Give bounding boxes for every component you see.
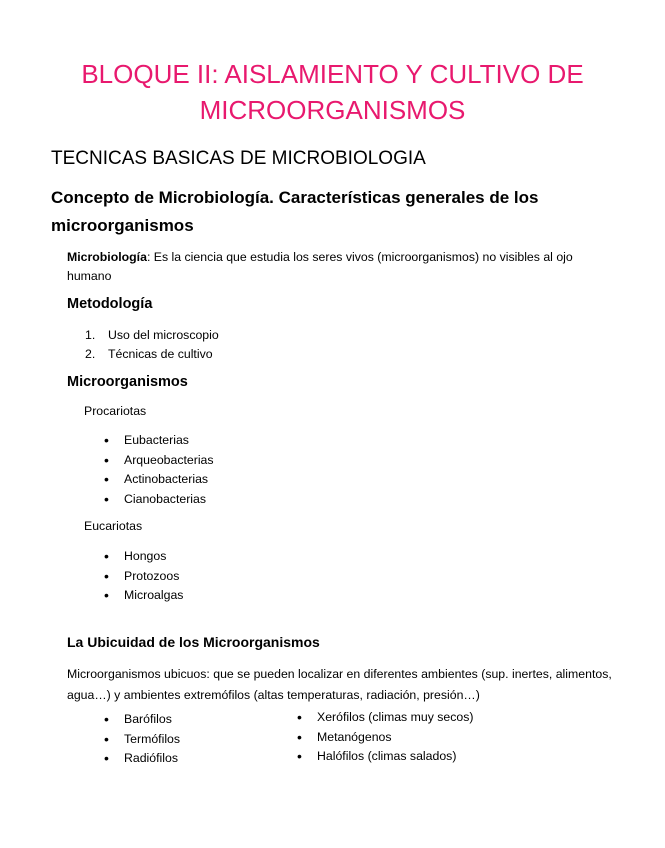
bullet-icon: • [104, 548, 109, 564]
list-item [85, 326, 219, 345]
ubicuidad-list-right [297, 708, 473, 767]
procariotas-label: Procariotas [84, 404, 147, 418]
list-item-text: Metanógenos [317, 729, 392, 744]
bullet-icon: • [104, 471, 109, 487]
bullet-icon: • [104, 490, 109, 507]
list-item [104, 547, 183, 567]
bullet-icon: • [297, 728, 302, 745]
definition-term: Microbiología [67, 250, 147, 264]
subsection-heading: Concepto de Microbiología. Características generales de los microorganismos [51, 188, 539, 235]
bullet-icon: • [104, 432, 109, 448]
list-item-text: Radiófilos [124, 751, 178, 765]
list-item-text: Uso del microscopio [108, 328, 219, 342]
ubicuidad-heading: La Ubicuidad de los Microorganismos [67, 634, 320, 650]
list-item [297, 747, 473, 767]
list-item [104, 490, 214, 510]
definition-text: : Es la ciencia que estudia los seres vivos (microorganismos) no visibles al ojo humano [67, 250, 573, 283]
bullet-icon: • [104, 711, 109, 727]
list-item-text: Eubacterias [124, 433, 189, 447]
list-item [104, 710, 180, 730]
page-title: BLOQUE II: AISLAMIENTO Y CULTIVO DE MICROORGANISMOS [81, 59, 584, 125]
list-item [297, 728, 473, 748]
metodologia-list [85, 326, 219, 364]
list-item [104, 431, 214, 451]
list-item-text: Cianobacterias [124, 491, 207, 506]
list-item [104, 470, 214, 490]
microorganismos-heading: Microorganismos [67, 374, 188, 390]
list-item [297, 708, 473, 728]
procariotas-list [104, 431, 214, 509]
list-item [104, 567, 183, 587]
list-item-text: Barófilos [124, 712, 172, 726]
metodologia-heading: Metodología [67, 296, 153, 312]
list-number: 2. [85, 347, 96, 361]
bullet-icon: • [104, 730, 109, 747]
list-item [104, 586, 183, 606]
list-item [104, 451, 214, 471]
list-item-text: Hongos [124, 549, 167, 563]
list-item [104, 749, 180, 769]
bullet-icon: • [104, 451, 109, 468]
eucariotas-list [104, 547, 183, 606]
list-item [85, 345, 219, 364]
ubicuidad-paragraph: Microorganismos ubicuos: que se pueden localizar en diferentes ambientes (sup. inertes, alimentos, agua…) y ambientes extremófilos (altas temperaturas, radiación, presión…) [67, 667, 612, 702]
bullet-icon: • [297, 748, 302, 764]
bullet-icon: • [104, 750, 109, 766]
bullet-icon: • [104, 587, 109, 603]
list-item-text: Arqueobacterias [124, 452, 214, 467]
list-item [104, 730, 180, 750]
list-item-text: Actinobacterias [124, 472, 209, 486]
bullet-icon: • [104, 567, 109, 584]
list-item-text: Halófilos (climas salados) [317, 749, 457, 763]
ubicuidad-list-left [104, 710, 180, 769]
list-item-text: Termófilos [124, 731, 181, 746]
section-heading: TECNICAS BASICAS DE MICROBIOLOGIA [51, 148, 426, 169]
list-item-text: Técnicas de cultivo [108, 347, 213, 361]
list-number: 1. [85, 328, 96, 342]
bullet-icon: • [297, 709, 302, 725]
list-item-text: Xerófilos (climas muy secos) [317, 710, 474, 724]
list-item-text: Microalgas [124, 588, 184, 602]
list-item-text: Protozoos [124, 568, 180, 583]
eucariotas-label: Eucariotas [84, 519, 143, 533]
definition-paragraph [67, 248, 607, 286]
